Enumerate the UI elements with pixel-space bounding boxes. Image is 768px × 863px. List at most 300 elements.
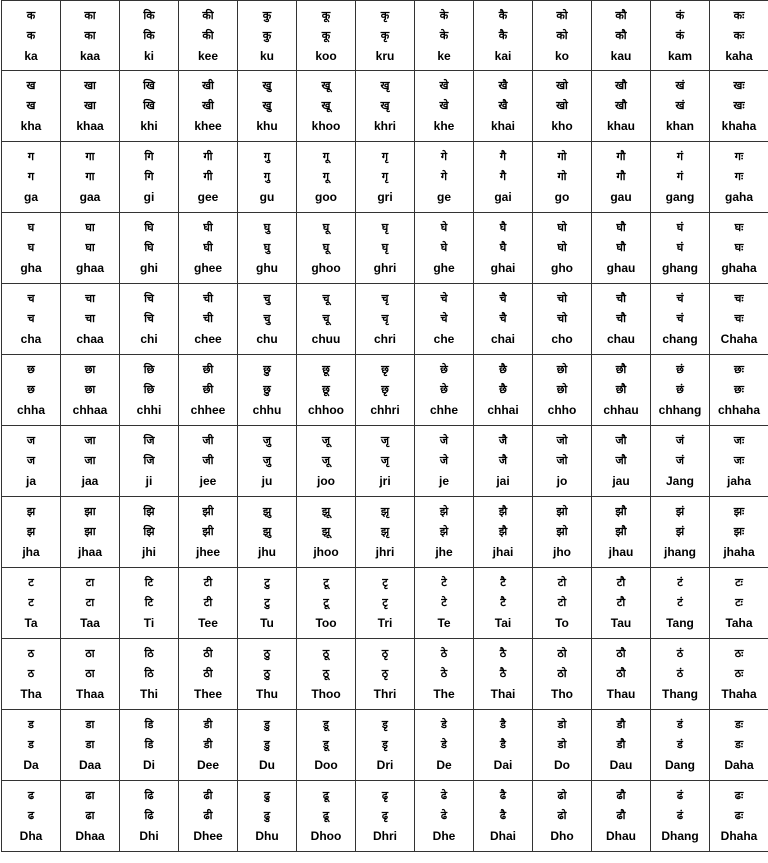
romanized-syllable: jhaha [723, 545, 755, 559]
devanagari-syllable: टि [144, 576, 154, 589]
romanized-syllable: chang [662, 332, 698, 346]
devanagari-syllable-repeat: छौ [615, 383, 627, 396]
syllable-cell [61, 781, 120, 852]
devanagari-syllable: गी [203, 150, 213, 163]
romanized-syllable: ghe [433, 261, 455, 275]
devanagari-syllable: गः [734, 150, 744, 163]
devanagari-syllable: गू [322, 150, 330, 163]
romanized-syllable: ga [23, 190, 38, 204]
devanagari-syllable: क [26, 8, 36, 22]
devanagari-syllable: झो [556, 505, 568, 518]
syllable-cell [2, 497, 61, 568]
syllable-cell [415, 426, 474, 497]
devanagari-syllable: खृ [380, 79, 390, 92]
syllable-cell [2, 639, 61, 710]
syllable-cell [179, 213, 238, 284]
romanized-syllable: Dha [19, 829, 43, 843]
devanagari-syllable: झे [439, 505, 449, 518]
romanized-syllable: Di [143, 758, 155, 772]
syllable-cell [651, 710, 710, 781]
syllable-cell [2, 355, 61, 426]
romanized-syllable: kau [610, 48, 632, 63]
syllable-cell [238, 71, 297, 142]
devanagari-syllable-repeat: डो [557, 738, 567, 751]
devanagari-syllable-repeat: टि [144, 596, 154, 609]
romanized-syllable: chhaa [72, 403, 108, 417]
romanized-syllable: gri [377, 190, 393, 204]
devanagari-syllable-repeat: ढं [676, 809, 684, 822]
syllable-cell [179, 497, 238, 568]
syllable-cell [297, 284, 356, 355]
devanagari-syllable-repeat: ढो [557, 809, 567, 822]
syllable-cell [356, 213, 415, 284]
romanized-syllable: chhau [603, 403, 639, 417]
devanagari-syllable: चृ [381, 292, 389, 305]
devanagari-syllable-repeat: डू [323, 738, 329, 751]
romanized-syllable: jo [556, 474, 568, 488]
devanagari-transliteration-table [1, 0, 768, 852]
romanized-syllable: jho [553, 545, 571, 559]
devanagari-syllable: चो [557, 292, 567, 305]
devanagari-syllable: जौ [615, 434, 627, 447]
syllable-cell [2, 781, 61, 852]
syllable-cell [592, 1, 651, 71]
devanagari-syllable-repeat: गु [263, 170, 271, 183]
romanized-syllable: ghai [490, 261, 516, 275]
syllable-cell [592, 639, 651, 710]
devanagari-syllable: गे [440, 150, 448, 163]
syllable-cell [61, 710, 120, 781]
syllable-cell [474, 284, 533, 355]
syllable-cell [356, 639, 415, 710]
syllable-cell [651, 213, 710, 284]
devanagari-syllable-repeat: घं [676, 241, 684, 254]
romanized-syllable: chau [606, 332, 635, 346]
romanized-syllable: Dho [550, 829, 574, 843]
devanagari-syllable-repeat: क [26, 28, 36, 42]
devanagari-syllable: छे [440, 363, 448, 376]
devanagari-syllable: डि [144, 718, 154, 731]
devanagari-syllable-repeat: डि [144, 738, 154, 751]
devanagari-syllable: चा [85, 292, 95, 305]
devanagari-syllable: का [84, 8, 96, 22]
devanagari-syllable: ढं [676, 789, 684, 802]
devanagari-syllable: ची [203, 292, 213, 305]
devanagari-syllable: डु [264, 718, 270, 731]
devanagari-syllable-repeat: गृ [381, 170, 389, 183]
romanized-syllable: ji [145, 474, 153, 488]
romanized-syllable: chri [373, 332, 396, 346]
devanagari-syllable: डो [557, 718, 567, 731]
romanized-syllable: chhi [136, 403, 162, 417]
devanagari-syllable: खु [262, 79, 272, 92]
romanized-syllable: Ti [143, 616, 155, 630]
devanagari-syllable: ट [28, 576, 34, 589]
syllable-cell [710, 568, 768, 639]
syllable-cell [710, 1, 768, 71]
romanized-syllable: cha [20, 332, 42, 346]
devanagari-syllable-repeat: गं [676, 170, 684, 183]
syllable-cell [356, 1, 415, 71]
romanized-syllable: khaha [721, 119, 757, 133]
devanagari-syllable-repeat: झि [143, 525, 155, 538]
devanagari-syllable-repeat: जः [733, 454, 745, 467]
devanagari-syllable-repeat: ड [28, 738, 34, 751]
devanagari-syllable: ठं [676, 647, 684, 660]
devanagari-syllable-repeat: ठै [499, 667, 507, 680]
devanagari-syllable: डा [85, 718, 95, 731]
devanagari-syllable: ठि [144, 647, 154, 660]
devanagari-syllable: ख [26, 79, 36, 92]
romanized-syllable: chhai [487, 403, 519, 417]
romanized-syllable: ge [436, 190, 451, 204]
syllable-cell [2, 142, 61, 213]
syllable-cell [592, 710, 651, 781]
romanized-syllable: Dang [665, 758, 695, 772]
syllable-cell [179, 284, 238, 355]
devanagari-syllable-repeat: ढु [263, 809, 271, 822]
romanized-syllable: joo [317, 474, 335, 488]
devanagari-syllable-repeat: झु [262, 525, 272, 538]
syllable-cell [710, 284, 768, 355]
romanized-syllable: che [433, 332, 455, 346]
devanagari-syllable: टु [264, 576, 270, 589]
devanagari-syllable: डू [323, 718, 329, 731]
devanagari-syllable: खा [84, 79, 96, 92]
romanized-syllable: chhri [370, 403, 400, 417]
romanized-syllable: jhi [142, 545, 156, 559]
devanagari-syllable-repeat: ख [26, 99, 36, 112]
devanagari-syllable: घौ [616, 221, 626, 234]
devanagari-syllable-repeat: खः [733, 99, 745, 112]
romanized-syllable: kaha [725, 48, 753, 63]
devanagari-syllable: झं [675, 505, 685, 518]
romanized-syllable: ku [259, 48, 274, 63]
devanagari-syllable-repeat: खौ [615, 99, 627, 112]
devanagari-syllable-repeat: झं [675, 525, 685, 538]
devanagari-syllable-repeat: ठौ [616, 667, 626, 680]
devanagari-syllable: ठू [322, 647, 330, 660]
devanagari-syllable: टृ [382, 576, 388, 589]
devanagari-syllable-repeat: ठि [144, 667, 154, 680]
syllable-cell [297, 426, 356, 497]
devanagari-syllable: कै [498, 8, 508, 22]
syllable-cell [120, 71, 179, 142]
devanagari-syllable: ठै [499, 647, 507, 660]
devanagari-syllable-repeat: टु [264, 596, 270, 609]
syllable-cell [2, 426, 61, 497]
devanagari-syllable: खे [439, 79, 449, 92]
devanagari-syllable: गृ [381, 150, 389, 163]
syllable-cell [2, 710, 61, 781]
syllable-cell [238, 426, 297, 497]
devanagari-syllable: घि [144, 221, 154, 234]
devanagari-syllable-repeat: जो [556, 454, 568, 467]
romanized-syllable: jhang [664, 545, 696, 559]
devanagari-syllable-repeat: डे [441, 738, 447, 751]
devanagari-syllable-repeat: खा [84, 99, 96, 112]
syllable-cell [238, 355, 297, 426]
table-body [2, 1, 768, 852]
syllable-cell [238, 497, 297, 568]
romanized-syllable: Daha [724, 758, 754, 772]
syllable-cell [710, 426, 768, 497]
devanagari-syllable: गै [499, 150, 507, 163]
devanagari-syllable: जा [84, 434, 96, 447]
romanized-syllable: kha [20, 119, 42, 133]
devanagari-syllable-repeat: घि [144, 241, 154, 254]
syllable-cell [356, 781, 415, 852]
devanagari-syllable-repeat: छि [143, 383, 155, 396]
romanized-syllable: khri [373, 119, 396, 133]
syllable-cell [651, 284, 710, 355]
romanized-syllable: Dee [196, 758, 219, 772]
devanagari-syllable-repeat: जे [439, 454, 449, 467]
syllable-cell [297, 213, 356, 284]
devanagari-syllable: छो [556, 363, 568, 376]
devanagari-syllable-repeat: खे [439, 99, 449, 112]
syllable-cell [651, 497, 710, 568]
devanagari-syllable-repeat: टै [500, 596, 506, 609]
devanagari-syllable: जः [733, 434, 745, 447]
romanized-syllable: chho [547, 403, 577, 417]
devanagari-syllable-repeat: च [27, 312, 35, 325]
romanized-syllable: Thu [256, 687, 278, 701]
devanagari-syllable-repeat: ची [203, 312, 213, 325]
romanized-syllable: ghaha [721, 261, 757, 275]
devanagari-syllable-repeat: झै [498, 525, 508, 538]
devanagari-syllable: घू [322, 221, 330, 234]
romanized-syllable: Dhaa [75, 829, 105, 843]
devanagari-syllable-repeat: घृ [381, 241, 389, 254]
devanagari-syllable: छः [734, 363, 744, 376]
devanagari-syllable-repeat: खो [556, 99, 568, 112]
devanagari-syllable-repeat: चै [499, 312, 507, 325]
devanagari-syllable: ठु [263, 647, 271, 660]
devanagari-syllable-repeat: ठः [734, 667, 744, 680]
syllable-cell [179, 142, 238, 213]
devanagari-syllable-repeat: टो [557, 596, 567, 609]
syllable-cell [120, 710, 179, 781]
syllable-cell [238, 284, 297, 355]
devanagari-syllable-repeat: ठा [85, 667, 95, 680]
devanagari-syllable: ग [27, 150, 35, 163]
devanagari-syllable-repeat: को [556, 28, 568, 42]
syllable-cell [592, 284, 651, 355]
devanagari-syllable-repeat: कं [675, 28, 685, 42]
devanagari-syllable-repeat: डृ [382, 738, 388, 751]
syllable-cell [592, 781, 651, 852]
devanagari-syllable: जृ [380, 434, 390, 447]
syllable-cell [120, 355, 179, 426]
syllable-cell [297, 497, 356, 568]
syllable-cell [61, 71, 120, 142]
romanized-syllable: ju [261, 474, 273, 488]
devanagari-syllable: झृ [380, 505, 390, 518]
romanized-syllable: chi [140, 332, 158, 346]
syllable-cell [651, 1, 710, 71]
devanagari-syllable: च [27, 292, 35, 305]
devanagari-syllable: घं [676, 221, 684, 234]
romanized-syllable: Thaha [721, 687, 757, 701]
syllable-cell [415, 355, 474, 426]
syllable-cell [592, 568, 651, 639]
syllable-cell [710, 71, 768, 142]
devanagari-syllable: छृ [381, 363, 389, 376]
devanagari-syllable-repeat: ग [27, 170, 35, 183]
devanagari-syllable-repeat: गौ [616, 170, 626, 183]
devanagari-syllable: जं [675, 434, 685, 447]
devanagari-syllable: ढु [263, 789, 271, 802]
romanized-syllable: Tai [494, 616, 512, 630]
devanagari-syllable-repeat: जि [143, 454, 155, 467]
devanagari-syllable-repeat: ढः [734, 809, 744, 822]
devanagari-syllable-repeat: खं [675, 99, 685, 112]
syllable-cell [120, 568, 179, 639]
devanagari-syllable-repeat: ठ [27, 667, 35, 680]
syllable-cell [651, 142, 710, 213]
syllable-cell [2, 71, 61, 142]
syllable-cell [415, 1, 474, 71]
romanized-syllable: chhu [252, 403, 282, 417]
syllable-cell [710, 781, 768, 852]
devanagari-syllable: के [439, 8, 449, 22]
devanagari-syllable-repeat: घी [203, 241, 213, 254]
syllable-cell [61, 213, 120, 284]
syllable-cell [356, 426, 415, 497]
syllable-cell [179, 426, 238, 497]
syllable-cell [651, 426, 710, 497]
devanagari-syllable-repeat: चौ [616, 312, 626, 325]
romanized-syllable: Too [315, 616, 337, 630]
romanized-syllable: jhaa [77, 545, 102, 559]
devanagari-syllable: खि [143, 79, 155, 92]
syllable-cell [533, 710, 592, 781]
devanagari-syllable: झि [143, 505, 155, 518]
romanized-syllable: khan [665, 119, 694, 133]
romanized-syllable: Ta [24, 616, 38, 630]
syllable-cell [415, 568, 474, 639]
table-row [2, 1, 768, 71]
syllable-cell [415, 781, 474, 852]
devanagari-syllable: ठृ [381, 647, 389, 660]
romanized-syllable: kru [375, 48, 395, 63]
syllable-cell [474, 426, 533, 497]
devanagari-syllable: की [202, 8, 214, 22]
syllable-cell [356, 284, 415, 355]
devanagari-syllable: घे [440, 221, 448, 234]
devanagari-syllable: गा [85, 150, 95, 163]
syllable-cell [238, 710, 297, 781]
devanagari-syllable: डृ [382, 718, 388, 731]
devanagari-syllable-repeat: गः [734, 170, 744, 183]
syllable-cell [179, 355, 238, 426]
romanized-syllable: Dri [376, 758, 394, 772]
devanagari-syllable: छै [499, 363, 507, 376]
romanized-syllable: khau [606, 119, 635, 133]
devanagari-syllable: ढौ [616, 789, 626, 802]
devanagari-syllable-repeat: कै [498, 28, 508, 42]
devanagari-syllable: घो [557, 221, 567, 234]
syllable-cell [710, 213, 768, 284]
devanagari-syllable: ठो [557, 647, 567, 660]
romanized-syllable: The [433, 687, 455, 701]
romanized-syllable: jaha [726, 474, 751, 488]
devanagari-syllable: खै [498, 79, 508, 92]
devanagari-syllable-repeat: जी [202, 454, 214, 467]
devanagari-syllable: कः [733, 8, 745, 22]
syllable-cell [2, 1, 61, 71]
romanized-syllable: Da [23, 758, 39, 772]
romanized-syllable: kaa [79, 48, 101, 63]
syllable-cell [2, 213, 61, 284]
devanagari-syllable: टू [323, 576, 329, 589]
devanagari-syllable-repeat: छू [322, 383, 330, 396]
devanagari-syllable-repeat: ढू [322, 809, 330, 822]
syllable-cell [120, 639, 179, 710]
devanagari-syllable-repeat: गि [144, 170, 154, 183]
devanagari-syllable-repeat: छु [263, 383, 271, 396]
devanagari-syllable: खः [733, 79, 745, 92]
devanagari-syllable: ढृ [381, 789, 389, 802]
devanagari-syllable-repeat: ठो [557, 667, 567, 680]
table-row [2, 781, 768, 852]
devanagari-syllable-repeat: छा [84, 383, 96, 396]
devanagari-syllable: डौ [616, 718, 626, 731]
syllable-cell [61, 355, 120, 426]
romanized-syllable: chuu [311, 332, 341, 346]
devanagari-syllable: जै [498, 434, 508, 447]
syllable-cell [651, 71, 710, 142]
devanagari-syllable-repeat: खृ [380, 99, 390, 112]
devanagari-syllable: ठौ [616, 647, 626, 660]
syllable-cell [592, 497, 651, 568]
devanagari-syllable: ठ [27, 647, 35, 660]
romanized-syllable: Dai [493, 758, 513, 772]
syllable-cell [297, 71, 356, 142]
syllable-cell [238, 781, 297, 852]
romanized-syllable: Te [437, 616, 451, 630]
romanized-syllable: khee [194, 119, 222, 133]
devanagari-syllable: टः [735, 576, 743, 589]
romanized-syllable: ki [143, 48, 154, 63]
devanagari-syllable-repeat: ढि [144, 809, 154, 822]
devanagari-syllable-repeat: कः [733, 28, 745, 42]
devanagari-syllable: गो [557, 150, 567, 163]
romanized-syllable: jha [22, 545, 40, 559]
syllable-cell [533, 426, 592, 497]
syllable-cell [710, 355, 768, 426]
romanized-syllable: je [438, 474, 449, 488]
syllable-cell [474, 213, 533, 284]
devanagari-syllable-repeat: कि [143, 28, 155, 42]
syllable-cell [533, 639, 592, 710]
devanagari-syllable: टं [677, 576, 683, 589]
devanagari-syllable-repeat: के [439, 28, 449, 42]
syllable-cell [474, 781, 533, 852]
devanagari-syllable: छि [143, 363, 155, 376]
syllable-cell [356, 497, 415, 568]
syllable-cell [415, 639, 474, 710]
devanagari-syllable-repeat: का [84, 28, 96, 42]
devanagari-syllable: ढे [440, 789, 448, 802]
romanized-syllable: go [554, 190, 570, 204]
devanagari-syllable-repeat: जौ [615, 454, 627, 467]
romanized-syllable: gi [143, 190, 155, 204]
devanagari-syllable-repeat: ज [26, 454, 36, 467]
devanagari-syllable: ज [26, 434, 36, 447]
romanized-syllable: khoo [311, 119, 341, 133]
